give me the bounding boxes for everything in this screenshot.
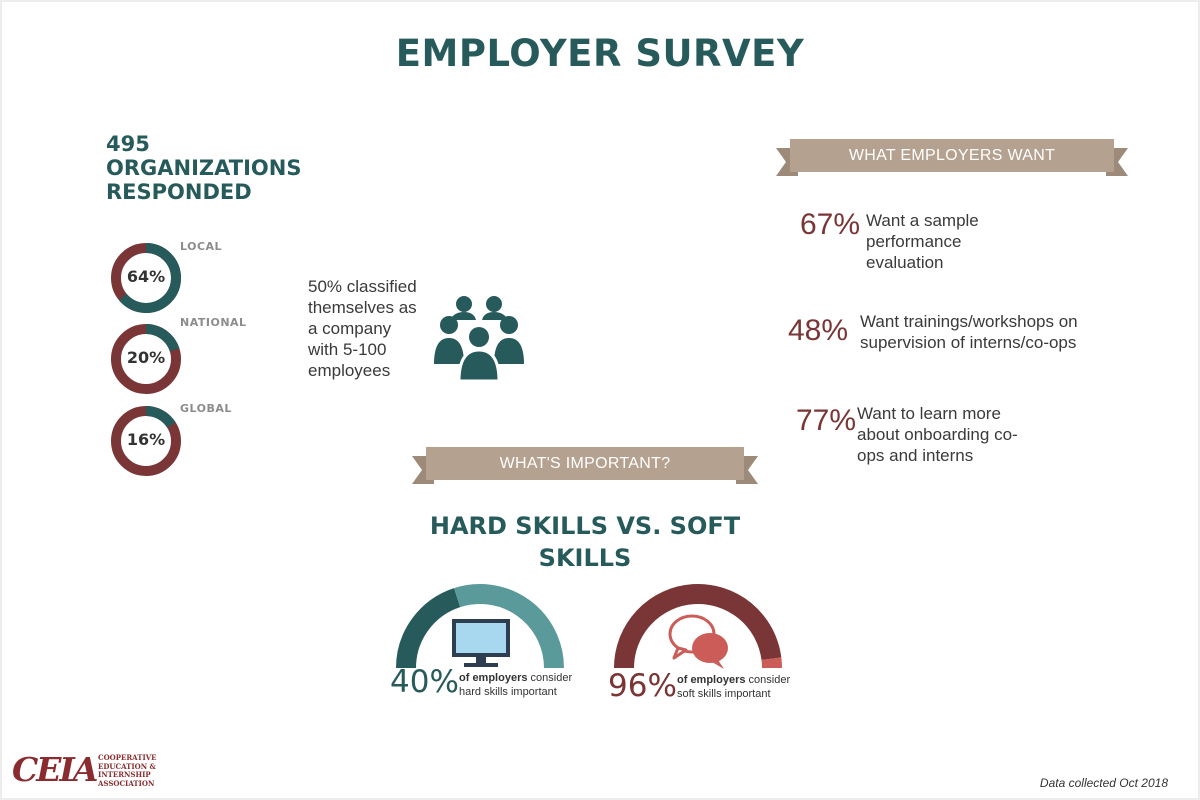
company-line3: a company <box>308 319 392 338</box>
skills-title-line1: HARD SKILLS VS. SOFT <box>429 512 741 540</box>
donut-global <box>110 405 182 477</box>
soft-skills-caption-line2: soft skills important <box>677 688 771 700</box>
logo-name-line3: INTERNSHIP <box>98 770 151 779</box>
want-text-1 <box>866 210 979 273</box>
important-banner <box>412 444 758 486</box>
donut-local <box>110 242 182 314</box>
gauge-remainder-arc <box>771 659 772 668</box>
hard-skills-caption-bold: of employers <box>459 672 528 684</box>
want-3-line1: Want to learn more <box>857 404 1001 423</box>
organizations-responded <box>106 132 366 204</box>
wants-banner-text: WHAT EMPLOYERS WANT <box>848 147 1056 164</box>
donut-global-label: GLOBAL <box>180 402 232 415</box>
want-2-line1: Want trainings/workshops on <box>860 312 1078 331</box>
want-3-line3: ops and interns <box>857 446 974 465</box>
hard-skills-caption <box>459 671 599 699</box>
people-group-icon <box>432 292 528 382</box>
want-pct-3: 77% <box>796 404 857 437</box>
want-2-line2: supervision of interns/co-ops <box>860 333 1077 352</box>
want-text-2 <box>860 311 1078 353</box>
company-line5: employees <box>308 361 391 380</box>
hard-skills-pct: 40% <box>390 664 459 700</box>
hard-skills-caption-line2: hard skills important <box>459 686 557 698</box>
computer-monitor-icon <box>450 617 512 669</box>
responded-line3: RESPONDED <box>106 180 252 204</box>
responded-line2: ORGANIZATIONS <box>106 156 302 180</box>
want-1-line1: Want a sample <box>866 211 979 230</box>
want-text-3 <box>857 403 1018 466</box>
donut-national-pct: 20% <box>126 348 166 367</box>
donut-national <box>110 323 182 395</box>
logo-name <box>98 754 178 788</box>
donut-local-pct: 64% <box>126 267 166 286</box>
want-1-line2: performance <box>866 232 962 251</box>
skills-title <box>412 510 758 574</box>
company-line2: themselves as <box>308 298 417 317</box>
donut-global-pct: 16% <box>126 430 166 449</box>
want-pct-2: 48% <box>788 314 849 347</box>
page-title: EMPLOYER SURVEY <box>395 32 805 75</box>
want-pct-1: 67% <box>800 208 861 241</box>
want-1-line3: evaluation <box>866 253 944 272</box>
company-line1: 50% classified <box>308 277 417 296</box>
soft-skills-caption-bold: of employers <box>677 674 746 686</box>
company-line4: with 5-100 <box>308 340 387 359</box>
responded-count: 495 <box>106 132 150 156</box>
footnote: Data collected Oct 2018 <box>1039 776 1168 790</box>
logo-name-line1: COOPERATIVE <box>98 753 157 762</box>
soft-skills-pct: 96% <box>608 668 677 704</box>
donut-local-label: LOCAL <box>180 240 223 253</box>
wants-banner <box>776 136 1128 178</box>
donut-national-label: NATIONAL <box>180 316 247 329</box>
ceia-logo <box>12 750 172 792</box>
logo-name-line4: ASSOCIATION <box>98 778 155 788</box>
soft-skills-caption-rest: consider <box>745 674 791 686</box>
speech-bubbles-icon <box>666 612 732 670</box>
want-3-line2: about onboarding co- <box>857 425 1018 444</box>
hard-skills-caption-rest: consider <box>527 672 573 684</box>
soft-skills-caption <box>677 673 817 701</box>
important-banner-text: WHAT'S IMPORTANT? <box>499 455 671 472</box>
logo-name-line2: EDUCATION & <box>98 761 156 771</box>
skills-title-line2: SKILLS <box>538 544 632 572</box>
logo-letters: CEIA <box>12 750 97 789</box>
